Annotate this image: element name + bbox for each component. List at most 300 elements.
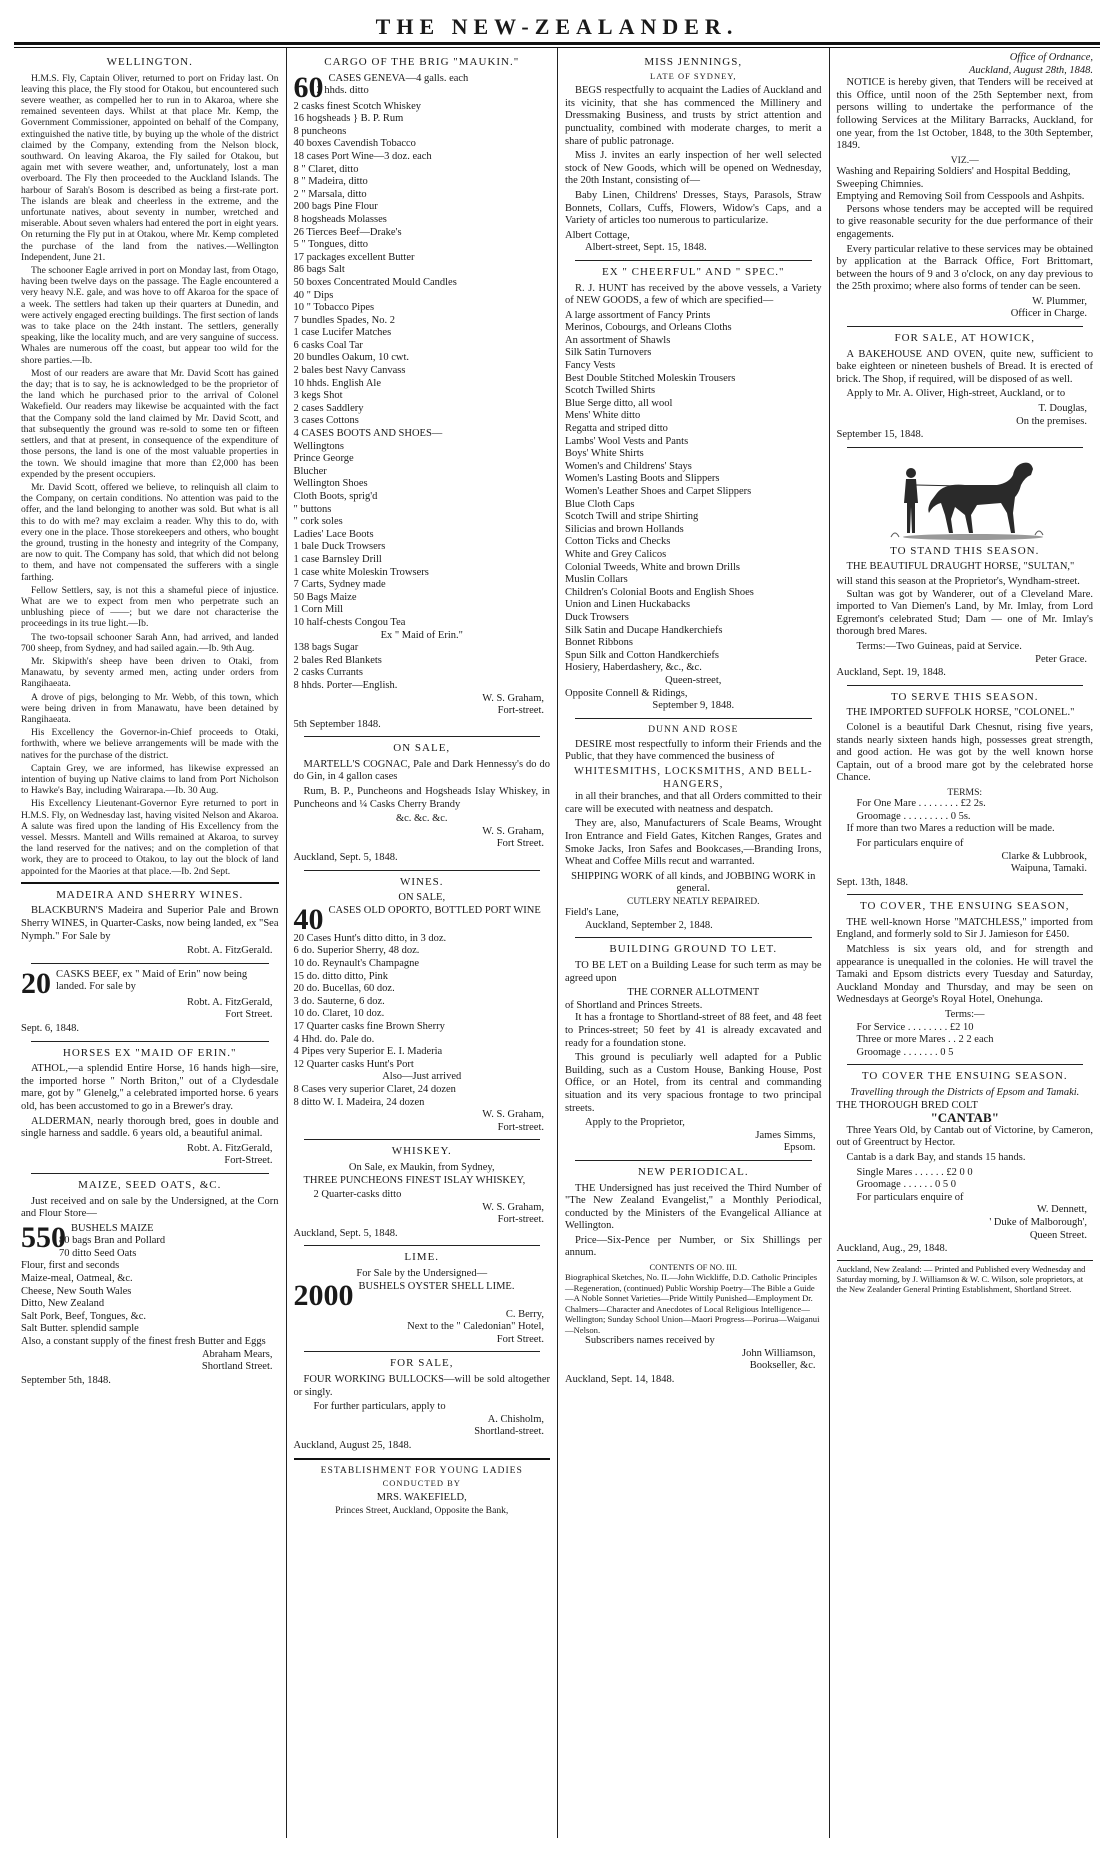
cognac-etc: &c. &c. &c. bbox=[395, 813, 448, 825]
colonel-term: Groomage . . . . . . . . . 0 5s. bbox=[856, 810, 971, 822]
cantab-heading: TO COVER THE ENSUING SEASON. bbox=[861, 1070, 1068, 1083]
maize-first: BUSHELS MAIZE bbox=[71, 1222, 154, 1234]
colonel-para: If more than two Mares a reduction will be made. bbox=[846, 823, 1055, 835]
divider bbox=[575, 718, 812, 719]
list-item: 12 Quarter casks Hunt's Port bbox=[293, 1058, 414, 1070]
list-item: 2 casks Currants bbox=[293, 667, 363, 679]
howick-para: Apply to Mr. A. Oliver, High-street, Auckland, or to bbox=[846, 388, 1066, 400]
list-item: 4 Pipes very Superior E. I. Maderia bbox=[293, 1046, 443, 1058]
horses-signature: Robt. A. FitzGerald, bbox=[187, 1142, 273, 1154]
whiskey-date: Auckland, Sept. 5, 1848. bbox=[293, 1227, 398, 1239]
matchless-term: For Service . . . . . . . . £2 10 bbox=[856, 1021, 974, 1033]
cargo-address: Fort-street. bbox=[497, 705, 544, 717]
list-item: Cheese, New South Wales bbox=[21, 1285, 132, 1297]
periodical-contents: Biographical Sketches, No. II.—John Wickliffe, D.D. Catholic Principles—Regeneration, (continued) Public Worship Poetry—The Bible a Guide—A Noble Sonnet Varieties—Pride Wittily Punished—Employment Dr. Chalmers—Character and Anecdotes of Local Religious Intelligence—Wellington; Sunday School Union—Maori Progress—Porirua—Waiganui—Nelson. bbox=[565, 1272, 820, 1335]
list-item: Wellingtons bbox=[293, 440, 344, 452]
list-item: Women's and Childrens' Stays bbox=[565, 460, 692, 472]
list-item: 26 Tierces Beef—Drake's bbox=[293, 226, 402, 238]
madeira-body: BLACKBURN'S Madeira and Superior Pale and Brown Sherry WINES, in Quarter-Casks, now being landed, ex "Sea Nymph." For Sale by bbox=[21, 905, 279, 942]
list-item: Bonnet Ribbons bbox=[565, 637, 633, 649]
list-item: Mens' White ditto bbox=[565, 410, 641, 422]
list-item: 7 Carts, Sydney made bbox=[293, 579, 386, 591]
list-item: Union and Linen Huckabacks bbox=[565, 599, 691, 611]
building-para: It has a frontage to Shortland-street of 88 feet, and 48 feet to Princes-street; 50 feet by 41 is already excavated and ready for a foundation stone. bbox=[565, 1012, 822, 1049]
list-item: 1 case white Moleskin Trowsers bbox=[293, 566, 429, 578]
dunn-heading: DUNN AND ROSE bbox=[648, 723, 739, 735]
jennings-sub: LATE OF SYDNEY, bbox=[650, 70, 737, 81]
list-item: 5 " Tongues, ditto bbox=[293, 239, 369, 251]
divider bbox=[294, 1458, 551, 1460]
list-item: Silicias and brown Hollands bbox=[565, 523, 684, 535]
list-item: 10 hhds. English Ale bbox=[293, 377, 382, 389]
list-item: Washing and Repairing Soldiers' and Hospital Bedding, bbox=[836, 165, 1071, 177]
colonel-term: For One Mare . . . . . . . . £2 2s. bbox=[856, 798, 986, 810]
list-item: 18 cases Port Wine—3 doz. each bbox=[293, 150, 432, 162]
beef-address: Fort Street. bbox=[225, 1009, 273, 1021]
list-item: Merinos, Cobourgs, and Orleans Cloths bbox=[565, 322, 732, 334]
jennings-address: Albert Cottage, bbox=[565, 229, 630, 241]
list-item: 16 hogsheads } B. P. Rum bbox=[293, 113, 404, 125]
ordnance-office: Office of Ordnance, bbox=[1009, 52, 1093, 63]
howick-para: A BAKEHOUSE AND OVEN, quite new, sufficient to bake eighteen or nineteen bushels of Bread. It is erected of brick. The Shop, if required, will be disposed of as well. bbox=[836, 348, 1093, 385]
list-item: " cork soles bbox=[293, 516, 343, 528]
list-item: 10 do. Reynault's Champagne bbox=[293, 958, 420, 969]
hunt-date: September 9, 1848. bbox=[652, 700, 735, 712]
divider bbox=[31, 1173, 269, 1174]
colonel-date: Sept. 13th, 1848. bbox=[836, 876, 908, 888]
list-item: Duck Trowsers bbox=[565, 611, 629, 623]
masthead: THE NEW-ZEALANDER. bbox=[375, 14, 739, 39]
list-item: 3 do. Sauterne, 6 doz. bbox=[293, 995, 385, 1007]
sultan-para: Sultan was got by Wanderer, out of a Cleveland Mare. imported to Van Diemen's Land, by Mr. Imlay, from Lord Egremont's celebrated Stud; Dam — one of Mr. Imlay's thorough bred Mares. bbox=[836, 588, 1093, 638]
list-item: 50 boxes Concentrated Mould Candles bbox=[293, 276, 457, 288]
hunt-address: Queen-street, bbox=[665, 674, 722, 686]
maize-items bbox=[21, 1235, 279, 1348]
list-item: 10 " Tobacco Pipes bbox=[293, 302, 375, 314]
divider bbox=[304, 870, 541, 871]
ordnance-para: Every particular relative to these services may be obtained by application at the Barrack Office, Fort Brittomart, between the hours of 9 and 3 o'clock, on any day previous to the 25th proximo; where also forms of tender can be seen. bbox=[836, 243, 1093, 293]
sultan-terms: Terms:—Two Guineas, paid at Service. bbox=[856, 640, 1022, 652]
list-item: Cotton Ticks and Checks bbox=[565, 536, 671, 548]
cognac-date: Auckland, Sept. 5, 1848. bbox=[293, 852, 398, 864]
list-item: Blue Cloth Caps bbox=[565, 498, 635, 510]
madeira-heading: MADEIRA AND SHERRY WINES. bbox=[56, 888, 244, 901]
list-item: Boys' White Shirts bbox=[565, 448, 644, 460]
jennings-para: Miss J. invites an early inspection of her well selected stock of New Goods, which will be opened on Wednesday, the 20th Instant, consisting of— bbox=[565, 150, 822, 187]
cargo-items-2 bbox=[294, 642, 551, 692]
list-item: Blucher bbox=[293, 465, 327, 477]
ordnance-date: Auckland, August 28th, 1848. bbox=[968, 64, 1093, 76]
matchless-terms-heading: Terms:— bbox=[944, 1009, 985, 1021]
list-item: Spun Silk and Cotton Handkerchiefs bbox=[565, 649, 719, 661]
wines-heading: WINES. bbox=[399, 875, 444, 888]
jennings-heading: MISS JENNINGS, bbox=[644, 56, 743, 68]
cantab-para: Cantab is a dark Bay, and stands 15 hands. bbox=[846, 1151, 1026, 1163]
matchless-para: THE well-known Horse "MATCHLESS," imported from England, and formerly sold to Sir J. Jamieson for £450. bbox=[836, 916, 1093, 941]
establishment-sub: CONDUCTED BY bbox=[382, 1477, 461, 1488]
building-allotment: THE CORNER ALLOTMENT bbox=[627, 987, 760, 999]
bullocks-body-2: For further particulars, apply to bbox=[313, 1401, 446, 1413]
list-item: 40 " Dips bbox=[293, 289, 334, 301]
wellington-article bbox=[21, 73, 279, 877]
cantab-sub: Travelling through the Districts of Epsom and Tamaki. bbox=[850, 1087, 1080, 1098]
list-item: Best Double Stitched Moleskin Trousers bbox=[565, 372, 736, 384]
dunn-para: They are, also, Manufacturers of Scale Beams, Wrought Iron Entrance and Field Gates, Kitchen Ranges, Grates and Smoke Jacks, Iron Safes and Bookcases,—Branding Irons, Wheat and Coffee Mills recut and warranted. bbox=[565, 818, 822, 868]
list-item: 7 bundles Spades, No. 2 bbox=[293, 314, 395, 326]
colonel-signature: Clarke & Lubbrook, bbox=[1001, 850, 1087, 862]
beef-ad bbox=[21, 966, 279, 1036]
sultan-para: will stand this season at the Proprietor's, Wyndham-street. bbox=[836, 576, 1080, 588]
list-item: Scotch Twilled Shirts bbox=[565, 385, 656, 397]
colonel-terms-heading: TERMS: bbox=[947, 786, 983, 798]
jennings-address-2: Albert-street, Sept. 15, 1848. bbox=[585, 242, 707, 254]
wellington-para: Most of our readers are aware that Mr. David Scott has gained the day; that is to say, he is acknowledged to be the proprietor of the land which he purchased prior to the arrival of Colonel Wakefield. Our readers may likewise be acquainted with the fact that the Company sold the land claimed by Mr. David Scott, and that subsequently the ground was re-sold to some ten or fifteen settlers, and that at present, in consequence of the expenditure of those persons, the land is one of the most valuable properties in the town. We should imagine that more than £2,000 has been expended by the present occupiers. bbox=[21, 367, 279, 480]
list-item: 8 " Madeira, ditto bbox=[293, 176, 368, 188]
maize-number: 550 bbox=[21, 1220, 66, 1254]
building-heading: BUILDING GROUND TO LET. bbox=[609, 943, 778, 956]
wines-sub: ON SALE, bbox=[398, 892, 446, 904]
lime-first: BUSHELS OYSTER SHELL LIME. bbox=[358, 1280, 515, 1292]
list-item: Hosiery, Haberdashery, &c., &c. bbox=[565, 662, 702, 674]
establishment-address: Princes Street, Auckland, Opposite the Bank, bbox=[335, 1504, 509, 1516]
list-item: White and Grey Calicos bbox=[565, 548, 667, 560]
cognac-address: Fort Street. bbox=[496, 838, 544, 850]
list-item: 2 " Marsala, ditto bbox=[293, 188, 367, 200]
list-item: 4 CASES BOOTS AND SHOES— bbox=[293, 428, 443, 440]
list-item: Sweeping Chimnies. bbox=[836, 178, 924, 190]
building-address: Epsom. bbox=[783, 1142, 816, 1154]
dunn-para: DESIRE most respectfully to inform their Friends and the Public, that they have commenced the business of bbox=[565, 738, 822, 763]
wines-list bbox=[293, 902, 551, 1109]
list-item: Muslin Collars bbox=[565, 574, 628, 586]
ordnance-viz: VIZ.— bbox=[950, 154, 979, 166]
wines-signature: W. S. Graham, bbox=[482, 1109, 544, 1121]
wellington-para: The two-topsail schooner Sarah Ann, had arrived, and landed 700 sheep, from Sydney, and had sailed again.—Ib. 9th Aug. bbox=[21, 631, 279, 654]
list-item: Silk Satin and Ducape Handkerchiefs bbox=[565, 624, 723, 636]
beef-signature: Robt. A. FitzGerald, bbox=[187, 996, 273, 1008]
list-item: Lambs' Wool Vests and Pants bbox=[565, 435, 689, 447]
cantab-term: Single Mares . . . . . . £2 0 0 bbox=[856, 1166, 973, 1178]
howick-signature: T. Douglas, bbox=[1038, 403, 1087, 415]
maize-signature: Abraham Mears, bbox=[201, 1348, 273, 1360]
lime-signature: C. Berry, bbox=[505, 1308, 544, 1320]
whiskey-signature: W. S. Graham, bbox=[482, 1201, 544, 1213]
list-item: Emptying and Removing Soil from Cesspools and Ashpits. bbox=[836, 191, 1085, 203]
list-item: 8 hhds. Porter—English. bbox=[293, 679, 398, 691]
building-apply: Apply to the Proprietor, bbox=[585, 1117, 685, 1129]
dunn-shipping: SHIPPING WORK of all kinds, and JOBBING WORK in general. bbox=[571, 870, 816, 895]
sultan-para: THE BEAUTIFUL DRAUGHT HORSE, "SULTAN," bbox=[846, 561, 1075, 573]
matchless-para: Matchless is six years old, and for strength and appearance is unequalled in the colonies. He will travel the Tamaki and Epsom districts every Tuesday and Saturday, Auckland Monday and Thursday, and may be seen on Wednesdays at George's Royal Hotel, Onehunga. bbox=[836, 944, 1093, 1006]
wellington-heading: WELLINGTON. bbox=[106, 56, 193, 68]
divider bbox=[21, 882, 279, 884]
beef-number: 20 bbox=[21, 966, 51, 1000]
wellington-para: Mr. David Scott, offered we believe, to relinquish all claim to the Company, on certain conditions. No attention was paid to the offer, and the land belonging to another was sold. But what is all this to do with me? may exclaim a reader. Why this to do, with every one in the place. Those storekeepers and others, who bought the ground, trusting in the honesty and integrity of the Company, are now to quit. The Company has sold, that which did not belong to them, and have not compensated the sufferers with a single farthing. bbox=[21, 481, 279, 583]
list-item: Salt Pork, Beef, Tongues, &c. bbox=[21, 1310, 147, 1322]
cargo-number: 60 bbox=[293, 70, 324, 104]
wellington-para: Mr. Skipwith's sheep have been driven to Otaki, from Manawatu, by seventy armed men, acting under orders from Rangihaeata. bbox=[21, 655, 279, 690]
wines-first: CASES OLD OPORTO, BOTTLED PORT WINE bbox=[328, 904, 541, 916]
building-para: TO BE LET on a Building Lease for such term as may be agreed upon bbox=[565, 960, 822, 984]
list-item: An assortment of Shawls bbox=[565, 334, 671, 346]
divider bbox=[847, 685, 1084, 686]
list-item: 10 do. Claret, 10 doz. bbox=[293, 1008, 385, 1020]
divider bbox=[31, 963, 269, 964]
periodical-para: THE Undersigned has just received the Third Number of "The New Zealand Evangelist," a Monthly Periodical, conducted by the Ministers of the Evangelical Alliance at Wellington. bbox=[565, 1182, 822, 1232]
sultan-date: Auckland, Sept. 19, 1848. bbox=[836, 667, 946, 679]
list-item: 2 hhds. ditto bbox=[316, 85, 369, 97]
wellington-para: A drove of pigs, belonging to Mr. Webb, of this town, which were being driven in from Manawatu, have been detained by Rangihaeata. bbox=[21, 691, 279, 725]
columns bbox=[14, 48, 1100, 1838]
cantab-para: Three Years Old, by Cantab out of Victorine, by Cameron, out of Greentruct by Hector. bbox=[836, 1124, 1093, 1149]
madeira-signature: Robt. A. FitzGerald. bbox=[187, 945, 273, 957]
list-item: Silk Satin Turnovers bbox=[565, 347, 652, 359]
divider bbox=[304, 1139, 541, 1140]
wellington-para: The schooner Eagle arrived in port on Monday last, from Otago, having been twelve days on the passage. The Eagle encountered a very heavy N.E. gale, and was hove to off Akaroa for the space of a week. The settlers had taken up their quarters at Dunedin, and were actively engaged erecting buildings. The first section of lands was to take place on the 24th instant. The settlers, generally speaking, like the locality much, and are very sanguine of success. Whales are numerous off the coast, but appear too wild for the shore parties.—Ib. bbox=[21, 265, 279, 366]
list-item: 4 Hhd. do. Pale do. bbox=[293, 1033, 375, 1045]
cargo-date: 5th September 1848. bbox=[293, 718, 381, 730]
hunt-heading: EX " CHEERFUL" AND " SPEC." bbox=[602, 265, 785, 278]
bullocks-address: Shortland-street. bbox=[474, 1426, 544, 1438]
divider bbox=[847, 894, 1084, 895]
divider bbox=[304, 736, 541, 737]
dunn-cutlery: CUTLERY NEATLY REPAIRED. bbox=[626, 896, 760, 908]
maize-intro: Just received and on sale by the Undersigned, at the Corn and Flour Store— bbox=[21, 1195, 279, 1220]
list-item: 2 cases Saddlery bbox=[293, 402, 364, 414]
divider bbox=[575, 937, 812, 938]
whiskey-sub: On Sale, ex Maukin, from Sydney, bbox=[348, 1161, 495, 1173]
horse-illustration bbox=[885, 453, 1045, 541]
hunt-intro: R. J. HUNT has received by the above vessels, a Variety of NEW GOODS, a few of which are specified— bbox=[565, 282, 822, 307]
establishment-heading: ESTABLISHMENT FOR YOUNG LADIES bbox=[320, 1464, 523, 1476]
cognac-heading: ON SALE, bbox=[393, 742, 451, 755]
lime-ad bbox=[293, 1278, 551, 1312]
dunn-trade: WHITESMITHS, LOCKSMITHS, AND BELL-HANGERS, bbox=[574, 766, 813, 790]
dunn-address-2: Auckland, September 2, 1848. bbox=[585, 919, 713, 931]
colonel-para: THE IMPORTED SUFFOLK HORSE, "COLONEL." bbox=[846, 707, 1075, 719]
cargo-heading: CARGO OF THE BRIG "MAUKIN." bbox=[324, 56, 520, 68]
lime-heading: LIME. bbox=[404, 1251, 440, 1264]
list-item: 20 do. Bucellas, 60 doz. bbox=[293, 983, 395, 995]
wines-items bbox=[294, 933, 551, 1109]
list-item: 2 bales best Navy Canvass bbox=[293, 365, 406, 377]
dunn-address: Field's Lane, bbox=[565, 907, 619, 919]
column-3 bbox=[557, 48, 829, 1838]
list-item: 15 do. ditto ditto, Pink bbox=[293, 970, 389, 982]
list-item: Colonial Tweeds, White and brown Drills bbox=[565, 561, 741, 573]
beef-body: CASKS BEEF, ex " Maid of Erin" now being landed. For sale by bbox=[56, 968, 248, 993]
divider bbox=[575, 1160, 812, 1161]
colonel-enquire: For particulars enquire of bbox=[856, 837, 964, 849]
wellington-para: H.M.S. Fly, Captain Oliver, returned to port on Friday last. On leaving this place, the Fly stood for Otakou, but encountered such severe weather, as compelled her to run in to Akaroa, where she remained seventeen days. Whilst at that place Mr. Kemp, the Government Commissioner, appointed on behalf of the Company, extinguished the native title, by buying up the whole of the district claimed by the Company, extending from the Nelson block, southward. On leaving Akaroa, the Fly sailed for Otakou, but again met with severe weather, and, unfortunately, lost a man overboard. The Fly then proceeded to the Auckland Islands. The harbour of Sarah's Bosom is described as being a first-rate port. The islands are bleak and cheerless in the extreme, and the unfortunate natives, about seventy in number, wretched and miserable. About seven whalers had entered the port in eight years. On returning the Fly put in at Otakou, where Mr. Kemp completed the purchase of the land from the natives.—Wellington Independent, June 21. bbox=[21, 72, 279, 263]
list-item: Children's Colonial Boots and English Shoes bbox=[565, 586, 754, 598]
divider bbox=[575, 260, 812, 261]
colonel-heading: TO SERVE THIS SEASON. bbox=[891, 690, 1039, 703]
list-item: 6 do. Superior Sherry, 48 doz. bbox=[293, 945, 420, 957]
list-item: 1 Corn Mill bbox=[293, 604, 344, 616]
list-item: 8 ditto W. I. Madeira, 24 dozen bbox=[293, 1096, 425, 1108]
jennings-para: BEGS respectfully to acquaint the Ladies of Auckland and its vicinity, that she has commenced the Millinery and Dressmaking Business, and trusts by strict attention and punctuality, combined with moderate charges, to merit a share of public patronage. bbox=[565, 85, 822, 147]
maize-list bbox=[21, 1220, 279, 1349]
periodical-subscribers: Subscribers names received by bbox=[585, 1334, 715, 1346]
list-item: 8 puncheons bbox=[293, 125, 347, 137]
periodical-date: Auckland, Sept. 14, 1848. bbox=[565, 1373, 675, 1385]
list-item: 138 bags Sugar bbox=[293, 642, 359, 654]
horses-athol: ATHOL,—a splendid Entire Horse, 16 hands high—sire, the imported horse " North Briton," out of a Clydesdale mare, got by " Glenelg," a celebrated imported horse. 6 years old, has been accustomed to go in a Brewer's dray. bbox=[21, 1063, 279, 1112]
list-item: 1 case Lucifer Matches bbox=[293, 327, 392, 339]
list-item: Blue Serge ditto, all wool bbox=[565, 397, 673, 409]
horses-heading: HORSES EX "MAID OF ERIN." bbox=[62, 1046, 237, 1059]
list-item: 17 packages excellent Butter bbox=[293, 251, 415, 263]
list-item: Cloth Boots, sprig'd bbox=[293, 491, 378, 502]
list-item: Also, a constant supply of the finest fresh Butter and Eggs bbox=[21, 1336, 266, 1348]
cognac-body: MARTELL'S COGNAC, Pale and Dark Hennessy's do do do Gin, in 4 gallon cases bbox=[293, 758, 550, 783]
howick-address: On the premises. bbox=[1016, 415, 1087, 427]
wines-address: Fort-street. bbox=[497, 1121, 544, 1133]
list-item: Prince George bbox=[293, 453, 354, 465]
list-item: 20 bundles Oakum, 10 cwt. bbox=[293, 352, 409, 364]
list-item: 10 half-chests Congou Tea bbox=[293, 616, 406, 628]
list-item: 86 bags Salt bbox=[293, 264, 345, 276]
lime-address-2: Fort Street. bbox=[496, 1333, 544, 1345]
periodical-heading: NEW PERIODICAL. bbox=[637, 1165, 749, 1178]
list-item: Scotch Twill and stripe Shirting bbox=[565, 511, 699, 523]
divider bbox=[847, 1064, 1084, 1065]
whiskey-body-2: 2 Quarter-casks ditto bbox=[313, 1189, 402, 1201]
cargo-list bbox=[293, 70, 551, 732]
list-item: 50 Bags Maize bbox=[293, 591, 357, 603]
list-item: 200 bags Pine Flour bbox=[293, 201, 378, 213]
maize-heading: MAIZE, SEED OATS, &C. bbox=[78, 1178, 222, 1191]
cognac-signature: W. S. Graham, bbox=[482, 825, 544, 837]
ordnance-signature: W. Plummer, bbox=[1032, 295, 1087, 307]
list-item: 8 " Claret, ditto bbox=[293, 163, 359, 175]
wellington-para: His Excellency Lieutenant-Governor Eyre returned to port in H.M.S. Fly, on Wednesday last, having visited Nelson and Akaroa. A salute was fired upon the landing of His Excellency from the vessel. Messrs. Mantell and Wills remained at Akaroa, to survey the land reserved for the natives; and on the completion of that work, they are to proceed to Otakou, to lay out the block of land appointed for the Maories at that place.—Ib. 2nd Sept. bbox=[21, 798, 279, 877]
column-2 bbox=[286, 48, 558, 1838]
list-item: Also—Just arrived bbox=[382, 1071, 462, 1083]
column-1 bbox=[14, 48, 286, 1838]
ordnance-items bbox=[837, 166, 1094, 204]
lime-number: 2000 bbox=[293, 1278, 354, 1312]
list-item: 6 casks Coal Tar bbox=[293, 339, 363, 351]
periodical-para: Price—Six-Pence per Number, or Six Shillings per annum. bbox=[565, 1234, 822, 1259]
beef-date: Sept. 6, 1848. bbox=[21, 1022, 80, 1034]
list-item: Flour, first and seconds bbox=[21, 1260, 120, 1272]
list-item: Women's Lasting Boots and Slippers bbox=[565, 473, 720, 485]
building-signature: James Simms, bbox=[755, 1129, 816, 1141]
matchless-term: Three or more Mares . . 2 2 each bbox=[856, 1034, 994, 1046]
jennings-para: Baby Linen, Childrens' Dresses, Stays, Parasols, Straw Bonnets, Collars, Cuffs, Flowers, Widow's Caps, and a Variety of articles too numerous to particularize. bbox=[565, 189, 822, 227]
colonel-address: Waipuna, Tamaki. bbox=[1010, 863, 1087, 875]
list-item: " buttons bbox=[293, 503, 332, 515]
divider bbox=[847, 326, 1084, 327]
list-item: 8 hogsheads Molasses bbox=[293, 213, 387, 225]
sultan-heading: TO STAND THIS SEASON. bbox=[890, 544, 1040, 557]
column-4 bbox=[829, 48, 1101, 1838]
cargo-ex: Ex " Maid of Erin." bbox=[380, 629, 463, 641]
hunt-items bbox=[565, 310, 822, 675]
matchless-term: Groomage . . . . . . . 0 5 bbox=[856, 1046, 954, 1058]
cognac-body-2: Rum, B. P., Puncheons and Hogsheads Islay Whiskey, in Puncheons and ¼ Casks Cherry Brandy bbox=[293, 786, 550, 810]
list-item: Regatta and striped ditto bbox=[565, 423, 668, 435]
list-item: Wellington Shoes bbox=[293, 478, 368, 490]
list-item: A large assortment of Fancy Prints bbox=[565, 309, 711, 321]
building-para: This ground is peculiarly well adapted for a Public Building, such as a Custom House, Banking House, Post Office, or an Hotel, from its central and commanding situation and its very spacious frontage to two principal streets. bbox=[565, 1052, 822, 1114]
maize-address: Shortland Street. bbox=[201, 1361, 273, 1373]
list-item: Fancy Vests bbox=[565, 360, 616, 372]
bullocks-date: Auckland, August 25, 1848. bbox=[293, 1440, 412, 1451]
list-item: 2 bales Red Blankets bbox=[293, 654, 382, 666]
cantab-enquire: For particulars enquire of bbox=[856, 1191, 964, 1203]
howick-date: September 15, 1848. bbox=[836, 429, 924, 441]
whiskey-body: THREE PUNCHEONS FINEST ISLAY WHISKEY, bbox=[303, 1174, 526, 1186]
list-item: 1 bale Duck Trowsers bbox=[293, 541, 386, 553]
ordnance-para: Persons whose tenders may be accepted will be required to give reasonable security for the due performance of their engagements. bbox=[836, 203, 1093, 240]
whiskey-heading: WHISKEY. bbox=[391, 1145, 452, 1158]
list-item: 40 boxes Cavendish Tobacco bbox=[293, 138, 416, 150]
list-item: Ditto, New Zealand bbox=[21, 1298, 105, 1310]
list-item: 17 Quarter casks fine Brown Sherry bbox=[293, 1020, 445, 1032]
cantab-name: "CANTAB" bbox=[930, 1110, 999, 1126]
cantab-signature: W. Dennett, bbox=[1036, 1204, 1087, 1216]
list-item: 20 Cases Hunt's ditto ditto, in 3 doz. bbox=[293, 932, 447, 944]
wellington-para: His Excellency the Governor-in-Chief proceeds to Otaki, forthwith, where we believe arrangements will be made with the natives for the purchase of the district. bbox=[21, 727, 279, 761]
list-item: Salt Butter. splendid sample bbox=[21, 1323, 139, 1335]
divider bbox=[31, 1041, 269, 1042]
cantab-date: Auckland, Aug., 29, 1848. bbox=[836, 1243, 948, 1255]
bullocks-body: FOUR WORKING BULLOCKS—will be sold altogether or singly. bbox=[293, 1374, 550, 1398]
bullocks-heading: FOR SALE, bbox=[390, 1357, 454, 1370]
divider bbox=[847, 447, 1084, 448]
list-item: Women's Leather Shoes and Carpet Slippers bbox=[565, 486, 752, 497]
cargo-signature: W. S. Graham, bbox=[482, 692, 544, 704]
cantab-term: Groomage . . . . . . 0 5 0 bbox=[856, 1179, 956, 1191]
maize-date: September 5th, 1848. bbox=[21, 1374, 111, 1386]
bullocks-signature: A. Chisholm, bbox=[487, 1413, 544, 1425]
list-item: 2 casks finest Scotch Whiskey bbox=[293, 100, 422, 112]
sultan-signature: Peter Grace. bbox=[1035, 653, 1087, 665]
wines-number: 40 bbox=[293, 902, 324, 936]
lime-address: Next to the " Caledonian" Hotel, bbox=[407, 1321, 544, 1333]
imprint: Auckland, New Zealand: — Printed and Published every Wednesday and Saturday morning, by J. Williamson & W. C. Wilson, sole proprietors, at the New Zealander General Printing Establishment, Shortland Street. bbox=[837, 1260, 1094, 1294]
list-item: 3 cases Cottons bbox=[293, 415, 359, 427]
list-item: 80 bags Bran and Pollard bbox=[59, 1235, 166, 1247]
list-item: 1 case Barnsley Drill bbox=[293, 553, 382, 565]
cantab-para: THE THOROUGH BRED COLT bbox=[836, 1099, 978, 1111]
hunt-address-2: Opposite Connell & Ridings, bbox=[565, 687, 688, 699]
divider bbox=[304, 1245, 541, 1246]
list-item: Maize-meal, Oatmeal, &c. bbox=[21, 1273, 133, 1285]
matchless-heading: TO COVER, THE ENSUING SEASON, bbox=[860, 900, 1070, 913]
periodical-signature: John Williamson, bbox=[742, 1347, 816, 1359]
whiskey-address: Fort-street. bbox=[497, 1214, 544, 1226]
list-item: 8 Cases very superior Claret, 24 dozen bbox=[293, 1083, 456, 1095]
establishment-name: MRS. WAKEFIELD, bbox=[376, 1492, 467, 1504]
cargo-first: CASES GENEVA—4 galls. each bbox=[328, 72, 469, 84]
wellington-para: Fellow Settlers, say, is not this a shameful piece of injustice. What are we to expect from men who perpetrate such an unblushing piece of ——; but we dare not characterise the proceedings in its true light.—Ib. bbox=[21, 584, 279, 630]
wellington-para: Captain Grey, we are informed, has likewise expressed an intention of buying up Native claims to land from Port Nicholson to Hawke's Bay, including Wairarapa.—Ib. 30 Aug. bbox=[21, 762, 279, 797]
lime-sub: For Sale by the Undersigned— bbox=[356, 1268, 488, 1280]
cargo-items bbox=[294, 85, 551, 629]
divider bbox=[304, 1351, 541, 1352]
list-item: 70 ditto Seed Oats bbox=[59, 1247, 137, 1259]
colonel-para: Colonel is a beautiful Dark Chesnut, rising five years, stands nearly sixteen hands high, possesses great strength, and good action. He was got by the well known horse Captain, out of a brood mare got by the celebrated horse Chance. bbox=[836, 721, 1093, 784]
ordnance-para: NOTICE is hereby given, that Tenders will be received at this Office, until noon of the 25th September next, from persons willing to undertake the performance of the following Services at the Military Barracks, Auckland, for one year, from the 1st October, 1848, to the 30th September, 1849. bbox=[836, 77, 1093, 152]
horses-address: Fort-Street. bbox=[224, 1155, 273, 1167]
ordnance-title: Officer in Charge. bbox=[1010, 308, 1087, 320]
building-streets: of Shortland and Princes Streets. bbox=[565, 999, 703, 1011]
howick-heading: FOR SALE, AT HOWICK, bbox=[894, 332, 1035, 345]
